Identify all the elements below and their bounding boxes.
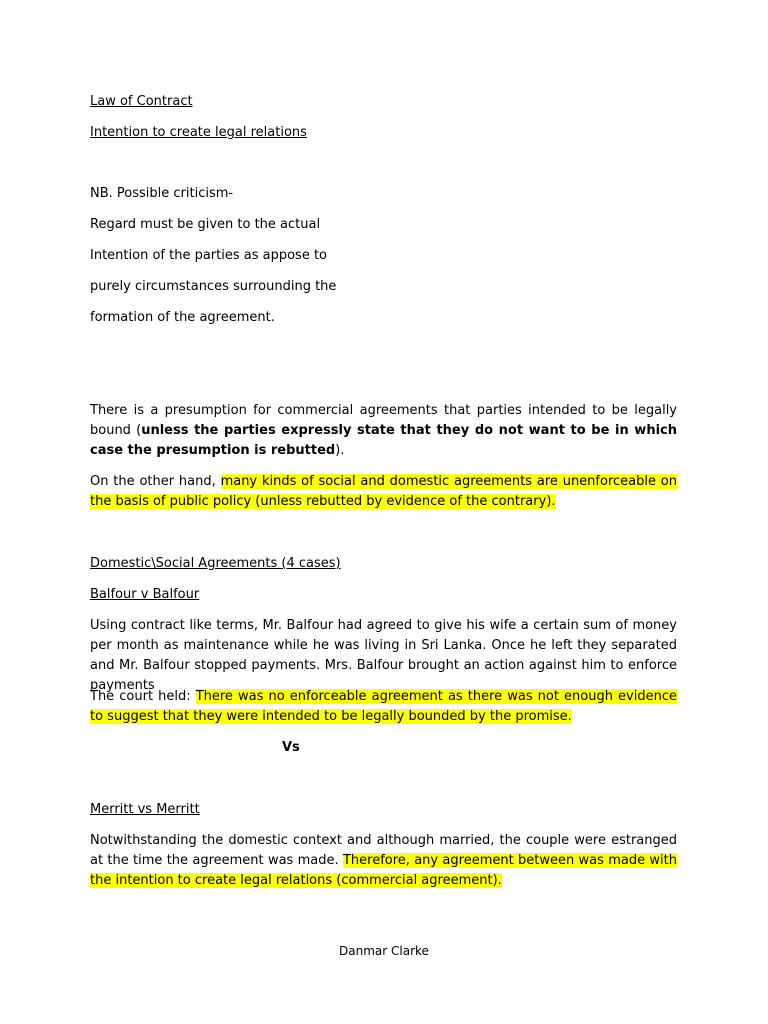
balfour-heading: Balfour v Balfour <box>90 587 200 602</box>
other-hand-highlight: many kinds of social and domestic agreements are unenforceable on the basis of public policy (unless rebutted by evidence of the contrary). <box>90 474 677 509</box>
document-title: Law of Contract <box>90 94 193 109</box>
nb-line-5: formation of the agreement. <box>90 310 275 325</box>
merritt-paragraph <box>90 831 677 891</box>
domestic-heading: Domestic\Social Agreements (4 cases) <box>90 556 341 571</box>
merritt-heading: Merritt vs Merritt <box>90 802 200 817</box>
versus-label: Vs <box>282 740 300 755</box>
balfour-held-highlight: There was no enforceable agreement as there was not enough evidence to suggest that they were intended to be legally bounded by the promise. <box>90 689 677 724</box>
presumption-text: There is a presumption for commercial agreements that parties intended to be legally bound ( <box>90 403 677 438</box>
presumption-paragraph <box>90 401 677 461</box>
nb-line-2: Regard must be given to the actual <box>90 217 321 232</box>
nb-line-4: purely circumstances surrounding the <box>90 279 337 294</box>
other-hand-text: On the other hand, <box>90 474 221 489</box>
balfour-facts: Using contract like terms, Mr. Balfour had agreed to give his wife a certain sum of money per month as maintenance while he was living in Sri Lanka. Once he left they separated and Mr. Balfour stopped payments. Mrs. Balfour brought an action against him to enforce payments <box>90 618 677 693</box>
document-subtitle: Intention to create legal relations <box>90 125 307 140</box>
balfour-held-label: The court held: <box>90 689 196 704</box>
balfour-held-paragraph <box>90 687 677 727</box>
other-hand-paragraph <box>90 472 677 512</box>
merritt-facts: Notwithstanding the domestic context and although married, the couple were estranged at the time the agreement was made. <box>90 833 677 868</box>
footer-author: Danmar Clarke <box>339 944 429 958</box>
merritt-highlight: Therefore, any agreement between was made with the intention to create legal relations (commercial agreement). <box>90 853 678 888</box>
presumption-end: ). <box>335 443 345 458</box>
nb-line-1: NB. Possible criticism- <box>90 186 234 201</box>
nb-line-3: Intention of the parties as appose to <box>90 248 327 263</box>
presumption-bold-text: unless the parties expressly state that they do not want to be in which case the presumption is rebutted <box>90 423 677 458</box>
